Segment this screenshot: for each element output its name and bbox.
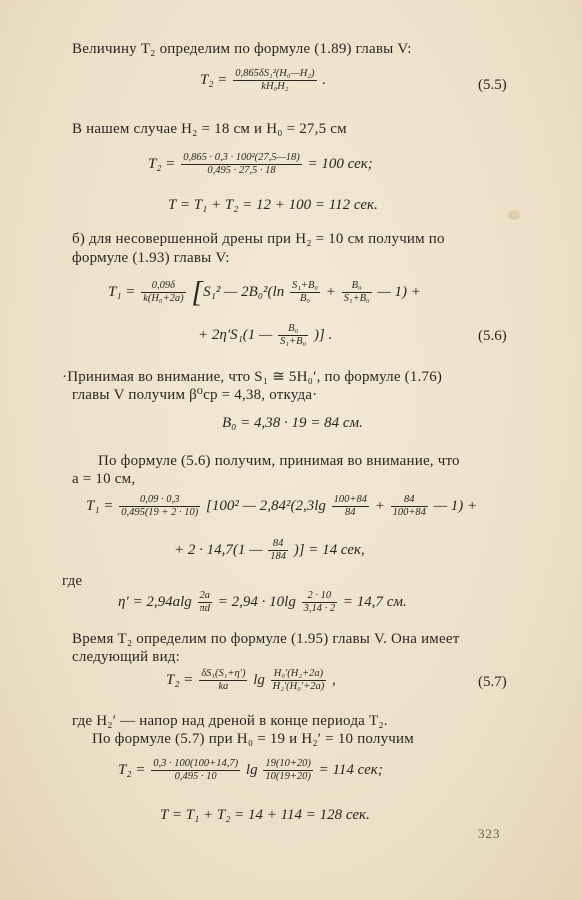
formula-t-sum: T = T₁ + T₂ = 12 + 100 = 112 сек. xyxy=(168,197,378,213)
formula-eta: η′ = 2,94alg $\frac{2a}{\pi d}$ = 2,94 · 10lg $\frac{2 \cdot 10}{3,14 \cdot 2}$ = 14,7 см. xyxy=(118,590,407,614)
equation-number: (5.6) xyxy=(478,328,507,344)
formula-t1-calc: T₁ = $\frac{0,09 \cdot 0,3}{0,495(19 + 2 \cdot 10)}$ [100² — 2,84²(2,3lg $\frac{100+84}{84}$ + $\frac{84}{100+84}$ — 1) + xyxy=(86,494,478,518)
formula-t1-calc-cont: + 2 · 14,7(1 — $\frac{84}{184}$ )] = 14 сек, xyxy=(174,538,365,562)
text-line: где H₂′ — напор над дреной в конце периода T₂. xyxy=(72,713,388,729)
equation-number: (5.7) xyxy=(478,674,507,690)
formula-5-5: T₂ = $\frac{\text{0,865δS₁²(H₀—H₂)}}{\text{kH₀H₂}}$ . xyxy=(200,68,327,92)
formula-t2-final: T₂ = $\frac{0,3 \cdot 100(100+14,7)}{0,495 \cdot 10}$ lg $\frac{19(10+20)}{10(19+20)}$ = 114 сек; xyxy=(118,758,383,782)
text-line: следующий вид: xyxy=(72,649,181,665)
text-line: В нашем случае H₂ = 18 см и H₀ = 27,5 см xyxy=(72,121,347,137)
text-line: где xyxy=(62,573,83,589)
formula-5-7: T₂ = $\frac{\text{δS₁(S₁+η′)}}{ka}$ lg $\frac{\text{H₀′(H₂+2a)}}{\text{H₂′(H₀′+2a)}}$ , xyxy=(166,668,336,692)
equation-number: (5.5) xyxy=(478,77,507,93)
text-line: Величину T₂ определим по формуле (1.89) главы V: xyxy=(72,41,412,57)
formula-t1-general: T₁ = $\frac{0,09\delta}{\text{k(H₀+2a)}}$ [S₁² — 2B₀²(ln $\frac{\text{S₁+B₀}}{\text{B₀}}$ + $\frac{\text{B₀}}{\text{S₁+B₀}}$ — 1) + xyxy=(108,275,421,309)
formula-b0: B₀ = 4,38 · 19 = 84 см. xyxy=(222,415,363,431)
paper-stain xyxy=(508,210,520,220)
text-line: По формуле (5.6) получим, принимая во внимание, что xyxy=(98,453,460,469)
text-line: Время T₂ определим по формуле (1.95) главы V. Она имеет xyxy=(72,631,460,647)
text-line: a = 10 см, xyxy=(72,471,136,487)
text-line: главы V получим β⁰ср = 4,38, откуда· xyxy=(72,387,318,403)
text-line: По формуле (5.7) при H₀ = 19 и H₂′ = 10 получим xyxy=(92,731,414,747)
formula-5-6-cont: + 2η′S₁(1 — $\frac{\text{B₀}}{\text{S₁+B₀}}$ )] . xyxy=(198,323,333,347)
page-number: 323 xyxy=(478,826,501,841)
text-line: ·Принимая во внимание, что S₁ ≅ 5H₀′, по формуле (1.76) xyxy=(62,369,443,385)
formula-t-total: T = T₁ + T₂ = 14 + 114 = 128 сек. xyxy=(160,807,370,823)
text-line: формуле (1.93) главы V: xyxy=(72,250,230,266)
text-line: б) для несовершенной дрены при H₂ = 10 см получим по xyxy=(72,231,445,247)
formula-t2-calc: T₂ = $\frac{\text{0,865 · 0,3 · 100²(27,5—18)}}{0,495 \cdot 27,5 \cdot 18}$ = 100 сек; xyxy=(148,152,373,176)
